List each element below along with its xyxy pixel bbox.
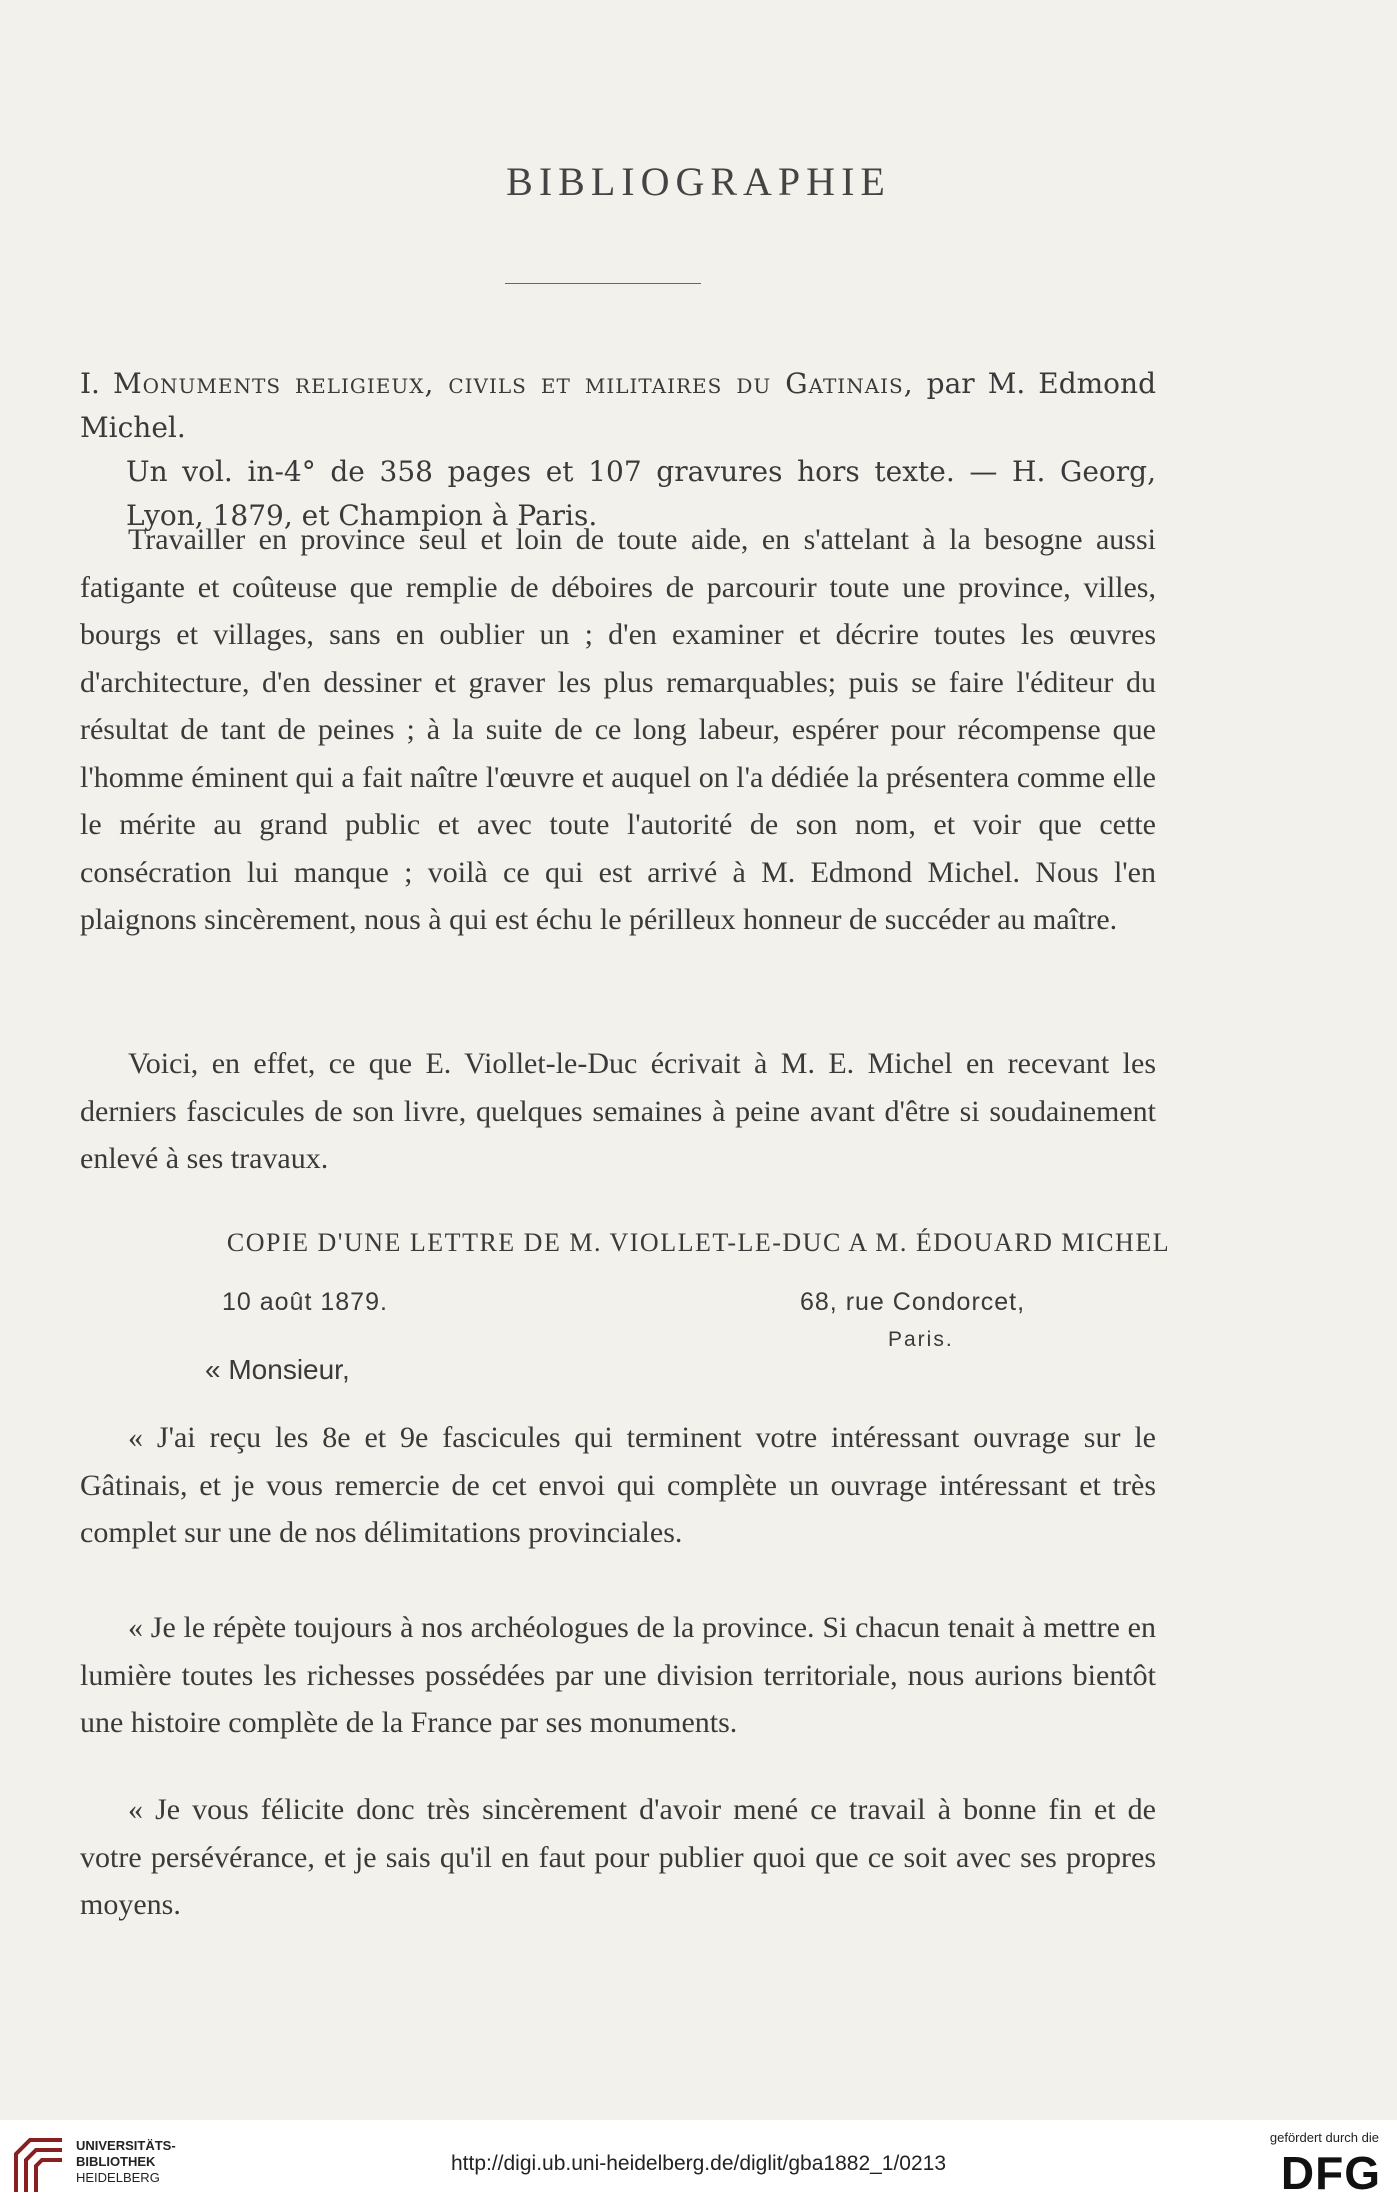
letter-heading: COPIE D'UNE LETTRE DE M. VIOLLET-LE-DUC A M. ÉDOUARD MICHEL	[226, 1228, 1171, 1257]
body-paragraph: Travailler en province seul et loin de toute aide, en s'attelant à la besogne aussi fatigante et coûteuse que remplie de déboires de parcourir toute une province, villes, bourgs et villages, sans en oublier un ; d'en examiner et décrire toutes les œuvres d'architecture, d'en dessiner et graver les plus remarquables; puis se faire l'éditeur du résultat de tant de peines ; à la suite de ce long labeur, espérer pour récompense que l'homme éminent qui a fait naître l'œuvre et auquel on l'a dédiée la présentera comme elle le mérite au grand public et avec toute l'autorité de son nom, et voir que cette consécration lui manque ; voilà ce qui est arrivé à M. Edmond Michel. Nous l'en plaignons sincèrement, nous à qui est échu le périlleux honneur de succéder au maître.	[80, 523, 1156, 936]
letter-address: 68, rue Condorcet,	[800, 1288, 1026, 1316]
entry-title: Monuments religieux, civils et militaires du Gatinais,	[112, 367, 914, 400]
body-paragraph: Voici, en effet, ce que E. Viollet-le-Duc écrivait à M. E. Michel en recevant les derniers fascicules de son livre, quelques semaines à peine avant d'être si soudainement enlevé à ses travaux.	[80, 1047, 1156, 1175]
funder-label: gefördert durch die	[1269, 2130, 1379, 2145]
permalink[interactable]: http://digi.ub.uni-heidelberg.de/diglit/gba1882_1/0213	[450, 2152, 947, 2175]
letter-paragraph: « Je le répète toujours à nos archéologues de la province. Si chacun tenait à mettre en lumière toutes les richesses possédées par une division territoriale, nous aurions bientôt une histoire complète de la France par ses monuments.	[80, 1611, 1156, 1739]
title-rule	[505, 283, 701, 284]
library-name-line: HEIDELBERG	[76, 2170, 160, 2185]
bibliography-entry	[80, 362, 1156, 538]
letter-date: 10 août 1879.	[222, 1288, 388, 1316]
viewer-footer	[0, 2120, 1397, 2210]
letter-salutation: « Monsieur,	[205, 1354, 350, 1385]
entry-publication: Un vol. in-4° de 358 pages et 107 gravures hors texte. — H. Georg, Lyon, 1879, et Champion à Paris.	[126, 455, 1156, 532]
library-name-line: UNIVERSITÄTS-	[76, 2138, 176, 2153]
dfg-logo: DFG	[1280, 2147, 1381, 2199]
entry-number: I.	[80, 367, 100, 400]
library-name-line: BIBLIOTHEK	[76, 2154, 156, 2169]
letter-city: Paris.	[888, 1328, 954, 1351]
entry-author: par M. Edmond Michel.	[80, 367, 1156, 444]
page-title: BIBLIOGRAPHIE	[506, 159, 891, 204]
letter-paragraph: « Je vous félicite donc très sincèrement d'avoir mené ce travail à bonne fin et de votre persévérance, et je sais qu'il en faut pour publier quoi que ce soit avec ses propres moyens.	[80, 1793, 1156, 1921]
letter-paragraph: « J'ai reçu les 8e et 9e fascicules qui terminent votre intéressant ouvrage sur le Gâtinais, et je vous remercie de cet envoi qui complète un ouvrage intéressant et très complet sur une de nos délimitations provinciales.	[80, 1421, 1156, 1549]
